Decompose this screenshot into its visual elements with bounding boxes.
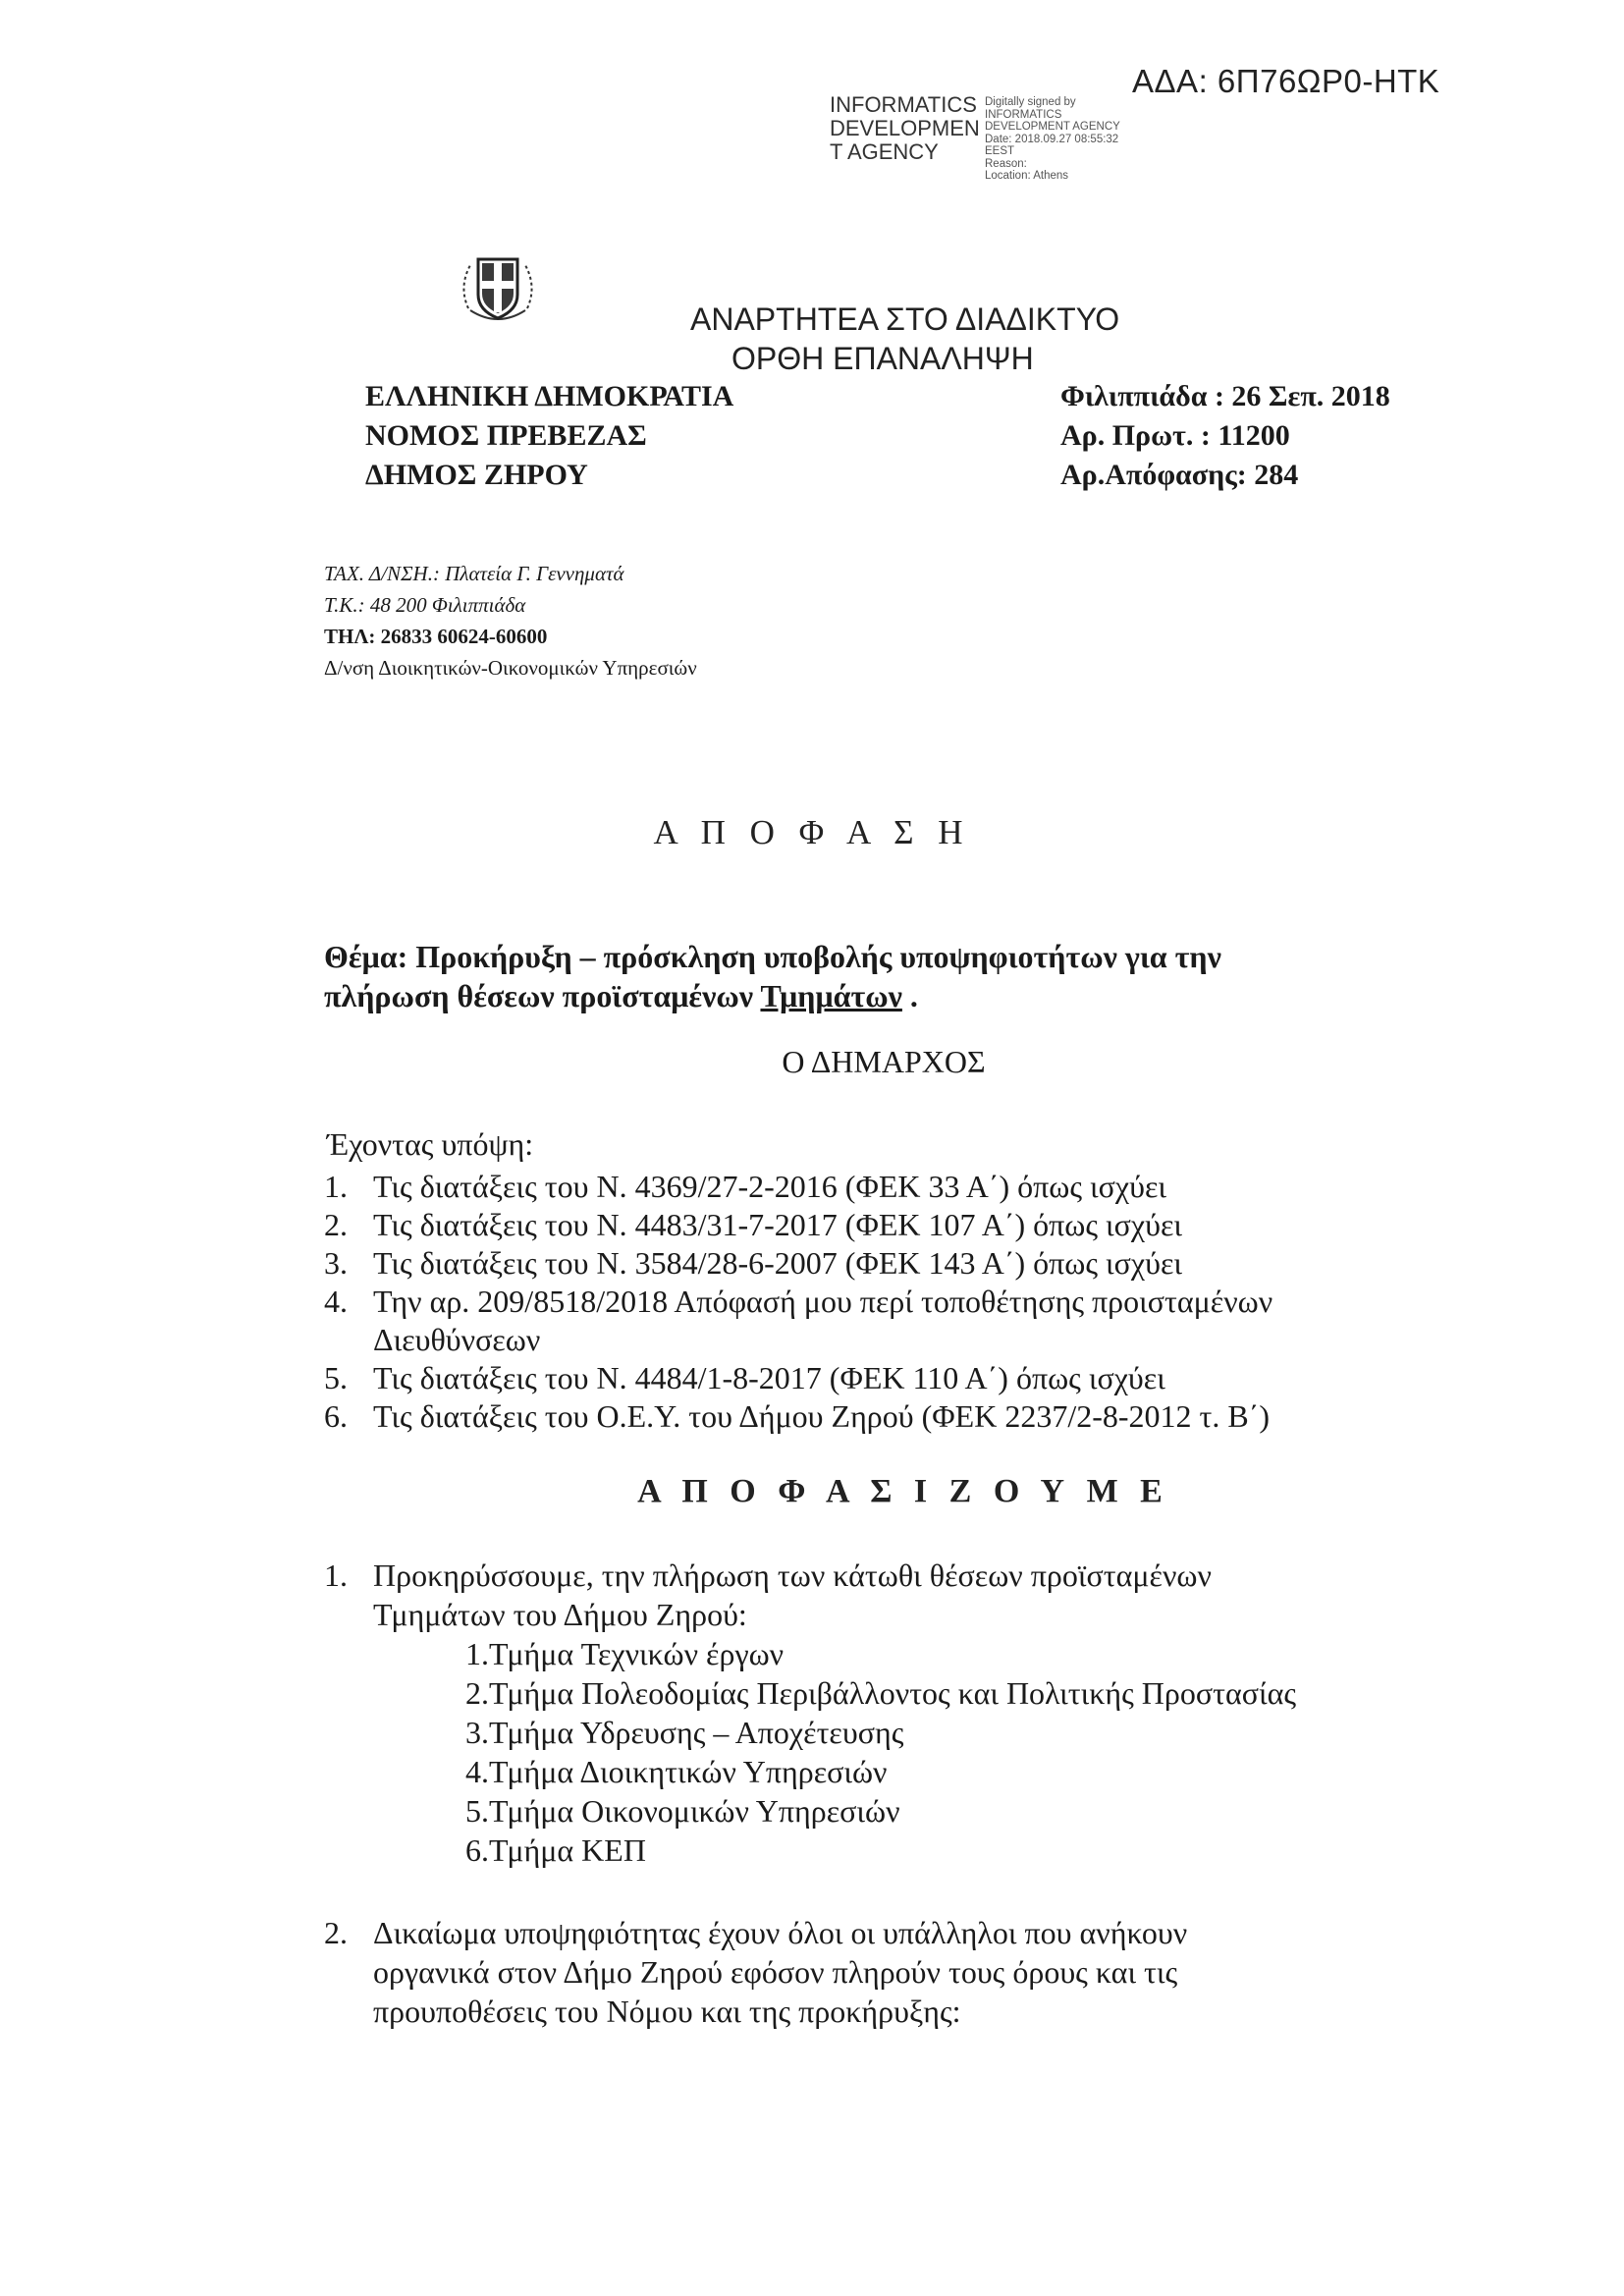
postal-address: ΤΑΧ. Δ/ΝΣΗ.: Πλατεία Γ. Γεννηματά <box>324 562 624 585</box>
signature-detail-line: DEVELOPMENT AGENCY <box>985 121 1120 133</box>
subject-underlined-word: Τμημάτων <box>760 978 902 1013</box>
mayor-heading: Ο ΔΗΜΑΡΧΟΣ <box>782 1044 986 1079</box>
phone: ΤΗΛ: 26833 60624-60600 <box>324 625 548 648</box>
consideration-text-continued: Διευθύνσεων <box>373 1322 541 1357</box>
decision-item-text: Προκηρύσσουμε, την πλήρωση των κάτωθι θέσεων προϊσταμένων <box>373 1558 1212 1593</box>
department-item: 2.Τμήμα Πολεοδομίας Περιβάλλοντος και Πολιτικής Προστασίας <box>465 1675 1297 1711</box>
signature-org-line: INFORMATICS <box>830 92 977 117</box>
department-item: 1.Τμήμα Τεχνικών έργων <box>465 1636 785 1671</box>
signature-detail-line: Digitally signed by <box>985 96 1076 108</box>
consideration-text: Τις διατάξεις του Ο.Ε.Υ. του Δήμου Ζηρού (ΦΕΚ 2237/2-8-2012 τ. Β΄) <box>373 1398 1271 1434</box>
subject-line-2-prefix: πλήρωση θέσεων προϊσταμένων <box>324 978 761 1013</box>
subject-line-2 <box>324 978 918 1014</box>
decision-item-text-continued: προυποθέσεις του Νόμου και της προκήρυξης: <box>373 1994 961 2029</box>
department-item: 6.Τμήμα ΚΕΠ <box>465 1832 646 1868</box>
signature-details <box>985 96 1120 183</box>
signature-org-line: T AGENCY <box>830 139 939 164</box>
ada-code: ΑΔΑ: 6Π76ΩΡ0-ΗΤΚ <box>1132 63 1440 99</box>
subject-line-1: Θέμα: Προκήρυξη – πρόσκληση υποβολής υποψηφιοτήτων για την <box>324 939 1221 974</box>
signature-detail-line: EEST <box>985 145 1015 157</box>
decision-item-text: Δικαίωμα υποψηφιότητας έχουν όλοι οι υπάλληλοι που ανήκουν <box>373 1915 1188 1950</box>
signature-org-line: DEVELOPMEN <box>830 116 980 140</box>
subject-line-2-suffix: . <box>909 978 918 1013</box>
decision-item-text-continued: οργανικά στον Δήμο Ζηρού εφόσον πληρούν τους όρους και τις <box>373 1954 1178 1990</box>
consideration-number: 1. <box>324 1169 348 1204</box>
coat-of-arms-icon <box>449 238 547 336</box>
prefecture-label: ΝΟΜΟΣ ΠΡΕΒΕΖΑΣ <box>365 419 647 452</box>
decision-item-number: 1. <box>324 1558 348 1593</box>
consideration-number: 4. <box>324 1284 348 1319</box>
considering-label: Έχοντας υπόψη: <box>327 1126 534 1162</box>
zip-code: Τ.Κ.: 48 200 Φιλιππιάδα <box>324 593 526 617</box>
signature-detail-line: Reason: <box>985 157 1027 170</box>
consideration-number: 2. <box>324 1207 348 1242</box>
consideration-number: 5. <box>324 1360 348 1395</box>
consideration-text: Τις διατάξεις του Ν. 4484/1-8-2017 (ΦΕΚ 110 Α΄) όπως ισχύει <box>373 1360 1165 1395</box>
consideration-text: Την αρ. 209/8518/2018 Απόφασή μου περί τοποθέτησης προισταμένων <box>373 1284 1273 1319</box>
signature-detail-line: Date: 2018.09.27 08:55:32 <box>985 133 1119 145</box>
decision-number: Αρ.Απόφασης: 284 <box>1060 459 1299 491</box>
republic-label: ΕΛΛΗΝΙΚΗ ΔΗΜΟΚΡΑΤΙΑ <box>365 380 734 412</box>
decision-title: Α Π Ο Φ Α Σ Η <box>653 813 971 851</box>
consideration-text: Τις διατάξεις του Ν. 4483/31-7-2017 (ΦΕΚ 107 Α΄) όπως ισχύει <box>373 1207 1182 1242</box>
place-date: Φιλιππιάδα : 26 Σεπ. 2018 <box>1060 380 1390 412</box>
consideration-number: 6. <box>324 1398 348 1434</box>
correct-repeat-notice: ΟΡΘΗ ΕΠΑΝΑΛΗΨΗ <box>731 341 1034 376</box>
signature-detail-line: INFORMATICS <box>985 108 1062 121</box>
decide-title: Α Π Ο Φ Α Σ Ι Ζ Ο Υ Μ Ε <box>637 1473 1169 1509</box>
department-item: 3.Τμήμα Υδρευσης – Αποχέτευσης <box>465 1715 904 1750</box>
department-item: 4.Τμήμα Διοικητικών Υπηρεσιών <box>465 1754 888 1789</box>
department-item: 5.Τμήμα Οικονομικών Υπηρεσιών <box>465 1793 900 1829</box>
decision-item-text-continued: Τμημάτων του Δήμου Ζηρού: <box>373 1597 747 1632</box>
decision-item-number: 2. <box>324 1915 348 1950</box>
post-online-notice: ΑΝΑΡΤΗΤΕΑ ΣΤΟ ΔΙΑΔΙΚΤΥΟ <box>690 301 1120 337</box>
protocol-number: Αρ. Πρωτ. : 11200 <box>1060 419 1290 452</box>
signature-detail-line: Location: Athens <box>985 170 1069 182</box>
consideration-number: 3. <box>324 1245 348 1281</box>
consideration-text: Τις διατάξεις του Ν. 4369/27-2-2016 (ΦΕΚ 33 Α΄) όπως ισχύει <box>373 1169 1166 1204</box>
consideration-text: Τις διατάξεις του Ν. 3584/28-6-2007 (ΦΕΚ 143 Α΄) όπως ισχύει <box>373 1245 1182 1281</box>
municipality-label: ΔΗΜΟΣ ΖΗΡΟΥ <box>365 459 588 491</box>
department: Δ/νση Διοικητικών-Οικονομικών Υπηρεσιών <box>324 656 697 680</box>
signature-organization <box>830 93 980 164</box>
